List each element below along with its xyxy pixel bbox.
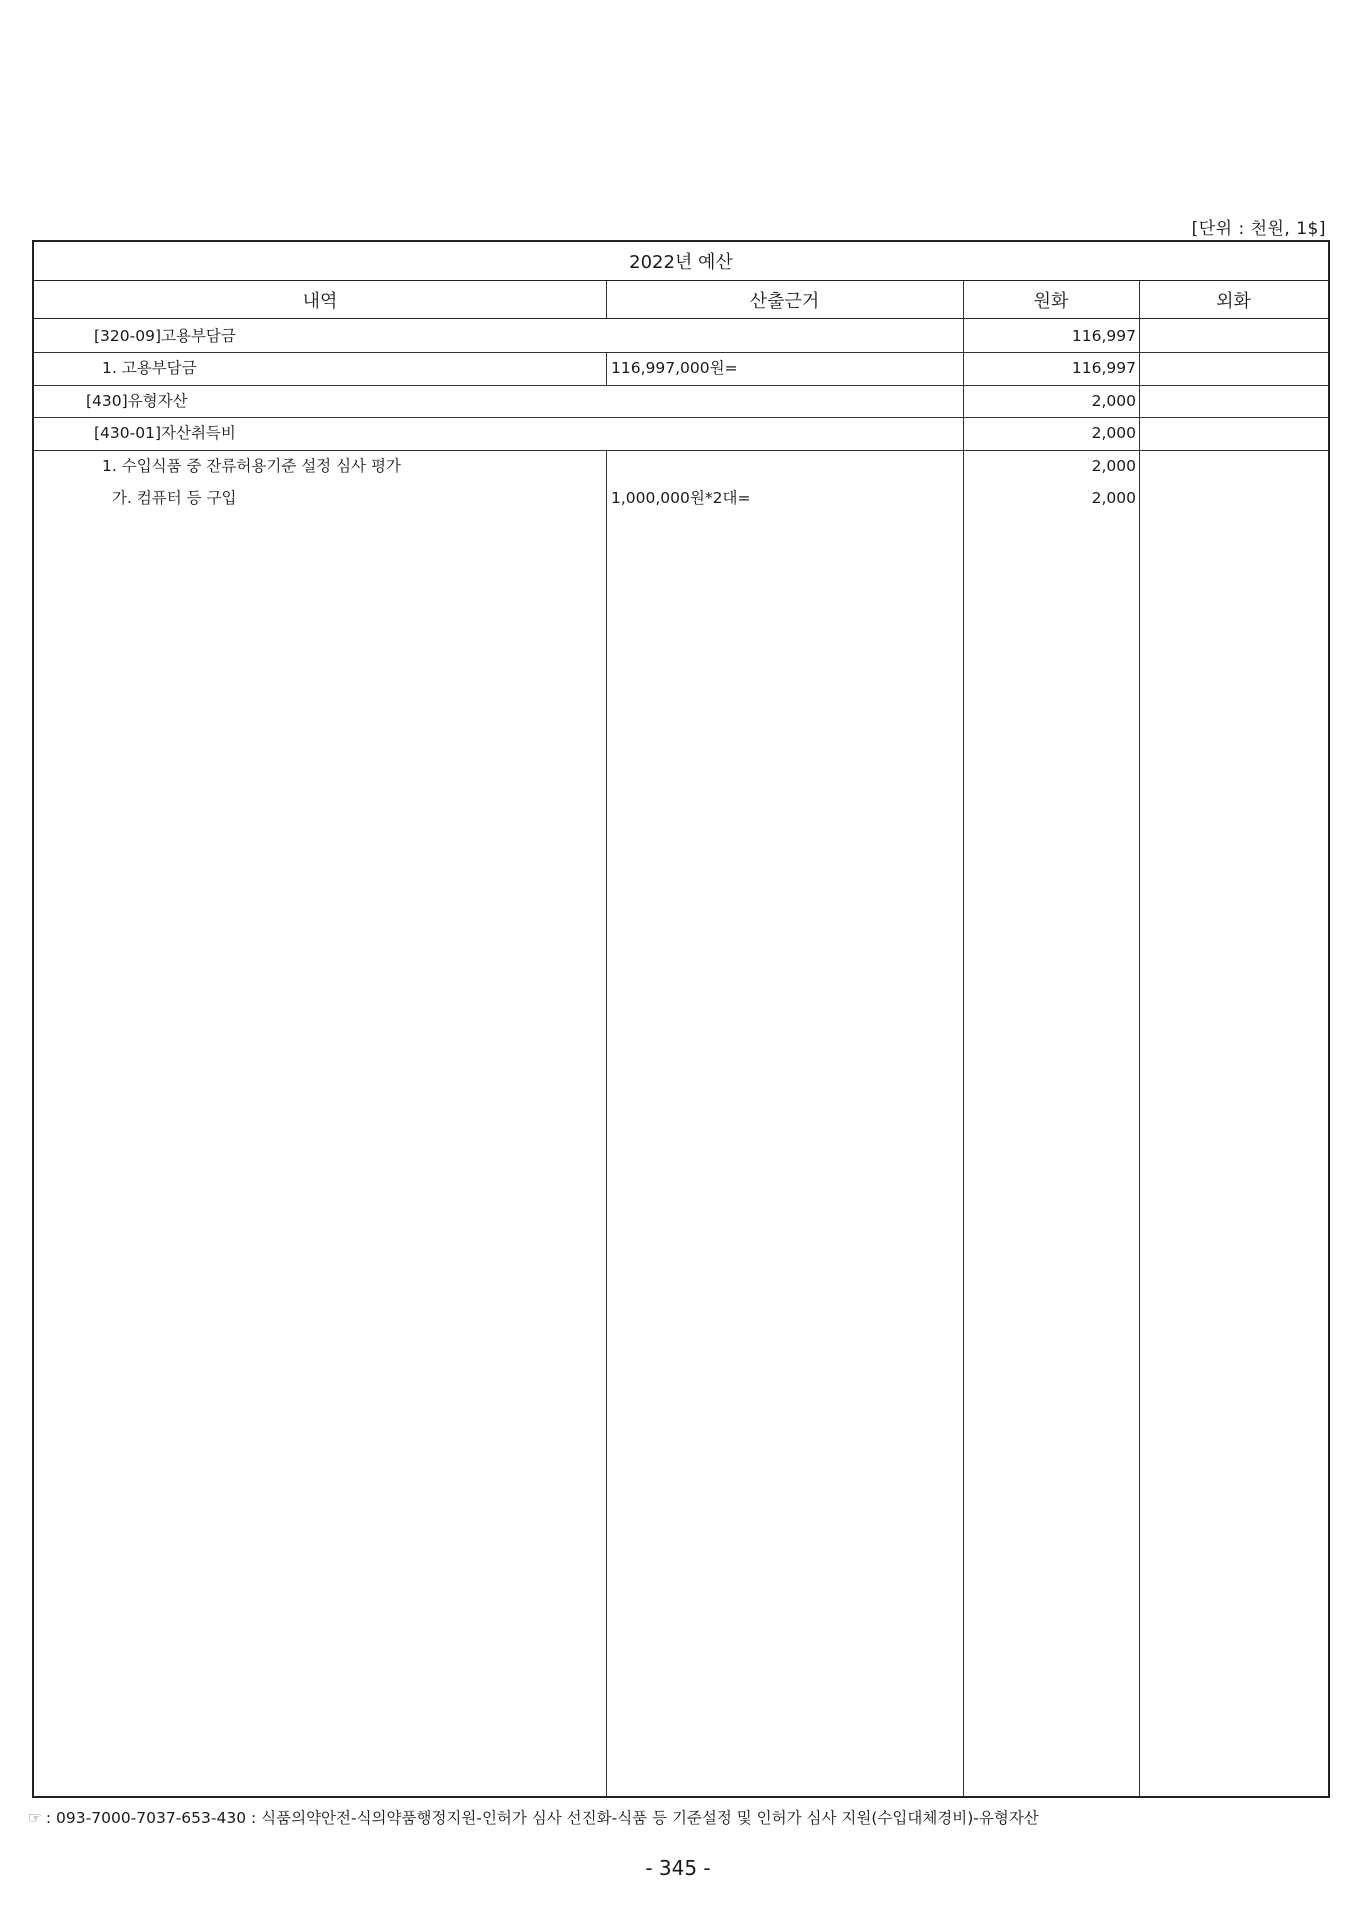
row-divider [34,352,1328,353]
row-krw: 116,997 [1071,327,1136,345]
header-krw: 원화 [963,281,1139,319]
col-divider [963,281,964,1796]
col-divider [606,450,607,1796]
row-basis: 116,997,000원= [611,359,738,377]
row-item-320-09: [320-09]고용부담금 [94,327,236,345]
header-item: 내역 [34,281,606,319]
row-basis: 1,000,000원*2대= [611,489,751,507]
row-krw: 2,000 [1091,489,1136,507]
col-divider [606,281,607,319]
unit-label: [단위 : 천원, 1$] [1191,219,1326,239]
col-divider [1139,281,1140,1796]
row-krw: 2,000 [1091,392,1136,410]
row-divider [34,385,1328,386]
col-divider [606,352,607,385]
row-item-employment-charge: 1. 고용부담금 [102,359,197,377]
account-code-note [28,1806,1039,1828]
header-foreign: 외화 [1139,281,1328,319]
row-krw: 116,997 [1071,359,1136,377]
row-item-430-01: [430-01]자산취득비 [94,424,236,442]
row-item-residue-standard: 1. 수입식품 중 잔류허용기준 설정 심사 평가 [102,457,401,475]
row-divider [34,417,1328,418]
page-number: - 345 - [645,1856,711,1880]
pointing-hand-icon: ☞ [28,1809,42,1827]
table-title: 2022년 예산 [34,242,1328,281]
header-basis: 산출근거 [606,281,963,319]
row-item-computer-purchase: 가. 컴퓨터 등 구입 [112,489,237,507]
budget-table [32,240,1330,1798]
account-code-text: : 093-7000-7037-653-430 : 식품의약안전-식의약품행정지원-인허가 심사 선진화-식품 등 기준설정 및 인허가 심사 지원(수입대체경비)-유형자산 [45,1809,1039,1827]
row-divider [34,450,1328,451]
row-krw: 2,000 [1091,457,1136,475]
row-item-430: [430]유형자산 [86,392,188,410]
row-krw: 2,000 [1091,424,1136,442]
